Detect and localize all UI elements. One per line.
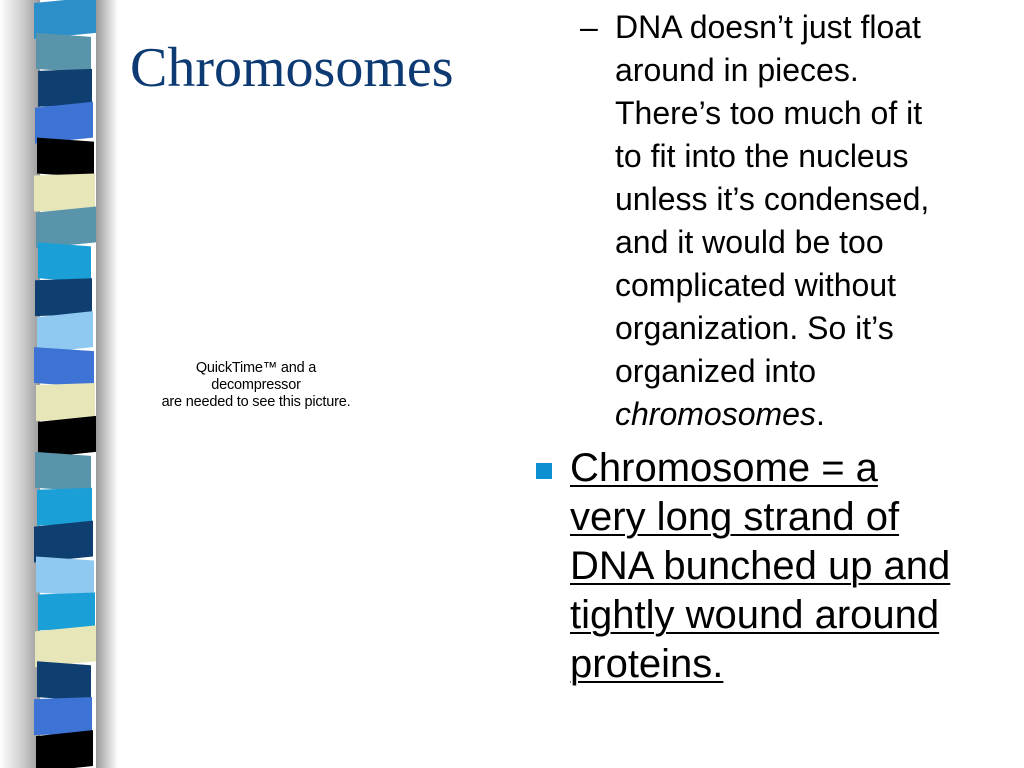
- text-line: very long strand of: [570, 495, 900, 539]
- text-line: [615, 393, 1024, 436]
- strip-block: [34, 697, 92, 735]
- period: .: [815, 396, 825, 432]
- strip-block: [36, 730, 93, 768]
- strip-block: [38, 69, 92, 107]
- text-line: tightly wound around: [570, 593, 940, 637]
- text-line: around in pieces.: [615, 52, 859, 88]
- strip-block: [36, 557, 94, 597]
- strip-block: [35, 452, 91, 492]
- strip-block: [34, 521, 93, 563]
- strip-block: [36, 383, 95, 421]
- strip-block: [37, 138, 94, 178]
- placeholder-line: QuickTime™ and a: [195, 360, 317, 376]
- text-line: DNA doesn’t just float: [615, 9, 921, 45]
- decorative-strip: [32, 0, 98, 768]
- strip-block: [37, 488, 92, 526]
- strip-block: [35, 278, 92, 316]
- italic-term: chromosomes: [615, 396, 816, 432]
- square-bullet-icon: [536, 463, 552, 479]
- text-line: There’s too much of it: [615, 95, 923, 131]
- text-line: DNA bunched up and: [570, 544, 951, 588]
- placeholder-line: are needed to see this picture.: [161, 394, 351, 410]
- main-bullet-text: [570, 444, 1020, 689]
- strip-block: [37, 661, 91, 701]
- strip-block: [34, 0, 96, 39]
- strip-block: [35, 102, 93, 144]
- text-line: unless it’s condensed,: [615, 181, 930, 217]
- strip-block: [37, 311, 93, 353]
- slide-title: Chromosomes: [130, 37, 454, 99]
- strip-block: [38, 592, 95, 630]
- strip-block: [34, 174, 95, 212]
- strip-block: [38, 416, 96, 458]
- text-line: complicated without: [615, 267, 897, 303]
- strip-right-shade: [96, 0, 118, 768]
- text-line: Chromosome = a: [570, 446, 878, 490]
- strip-block: [36, 33, 91, 73]
- text-line: organized into: [615, 353, 817, 389]
- strip-block: [38, 242, 91, 282]
- media-placeholder: [120, 360, 392, 411]
- strip-block: [35, 625, 96, 667]
- strip-block: [34, 347, 94, 387]
- sub-bullet-text: [615, 6, 1024, 436]
- text-line: proteins.: [570, 642, 724, 686]
- text-line: to fit into the nucleus: [615, 138, 909, 174]
- dash-marker: –: [580, 9, 598, 45]
- strip-block: [36, 206, 96, 248]
- text-line: organization. So it’s: [615, 310, 894, 346]
- text-line: and it would be too: [615, 224, 884, 260]
- placeholder-line: decompressor: [211, 377, 301, 393]
